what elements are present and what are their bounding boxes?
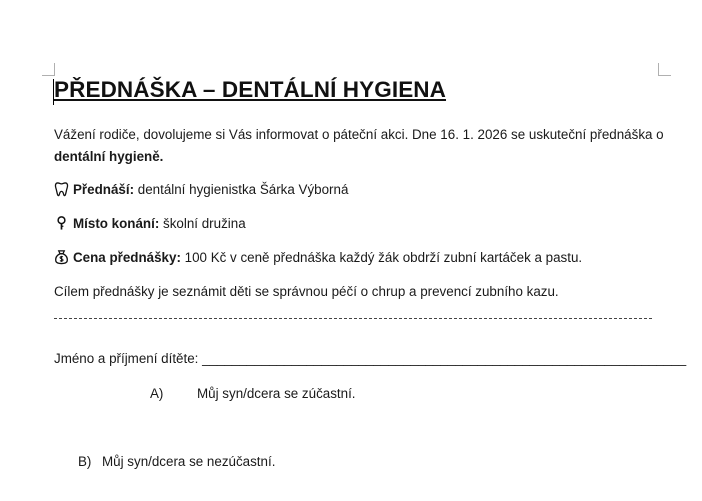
- cut-line-divider: [54, 318, 652, 320]
- page-margin-corner-top-right: [658, 63, 671, 76]
- tooth-icon: [54, 181, 69, 197]
- page-title[interactable]: PŘEDNÁŠKA – DENTÁLNÍ HYGIENA: [54, 77, 447, 102]
- child-name-field[interactable]: [54, 351, 686, 366]
- detail-lecturer-value: dentální hygienistka Šárka Výborná: [134, 182, 349, 197]
- detail-venue-label: Místo konání:: [73, 216, 160, 231]
- purpose-text[interactable]: Cílem přednášky je seznámit děti se správnou péčí o chrup a prevencí zubního kazu.: [54, 284, 559, 299]
- option-b-marker: B): [78, 454, 92, 469]
- money-bag-icon: [54, 249, 69, 265]
- detail-price-label: Cena přednášky:: [73, 250, 181, 265]
- detail-venue[interactable]: [54, 215, 246, 231]
- page-margin-corner-top-left: [42, 63, 55, 76]
- detail-venue-value: školní družina: [159, 216, 246, 231]
- child-name-label: Jméno a příjmení dítěte:: [54, 351, 203, 366]
- detail-price[interactable]: [54, 249, 582, 265]
- intro-line-1[interactable]: Vážení rodiče, dovolujeme si Vás informovat o páteční akci. Dne 16. 1. 2026 se uskuteční přednáška o: [54, 127, 664, 142]
- intro-line-2[interactable]: dentální hygieně.: [54, 149, 164, 164]
- option-a-marker: A): [150, 386, 164, 401]
- option-a-text[interactable]: Můj syn/dcera se zúčastní.: [197, 386, 356, 401]
- option-b-text[interactable]: Můj syn/dcera se nezúčastní.: [102, 454, 276, 469]
- child-name-blank[interactable]: _________________________________________________________________: [202, 351, 687, 366]
- detail-price-value: 100 Kč v ceně přednáška každý žák obdrží zubní kartáček a pastu.: [180, 250, 583, 265]
- location-pin-icon: [54, 215, 69, 231]
- detail-lecturer[interactable]: [54, 181, 348, 197]
- detail-lecturer-label: Přednáší:: [73, 182, 135, 197]
